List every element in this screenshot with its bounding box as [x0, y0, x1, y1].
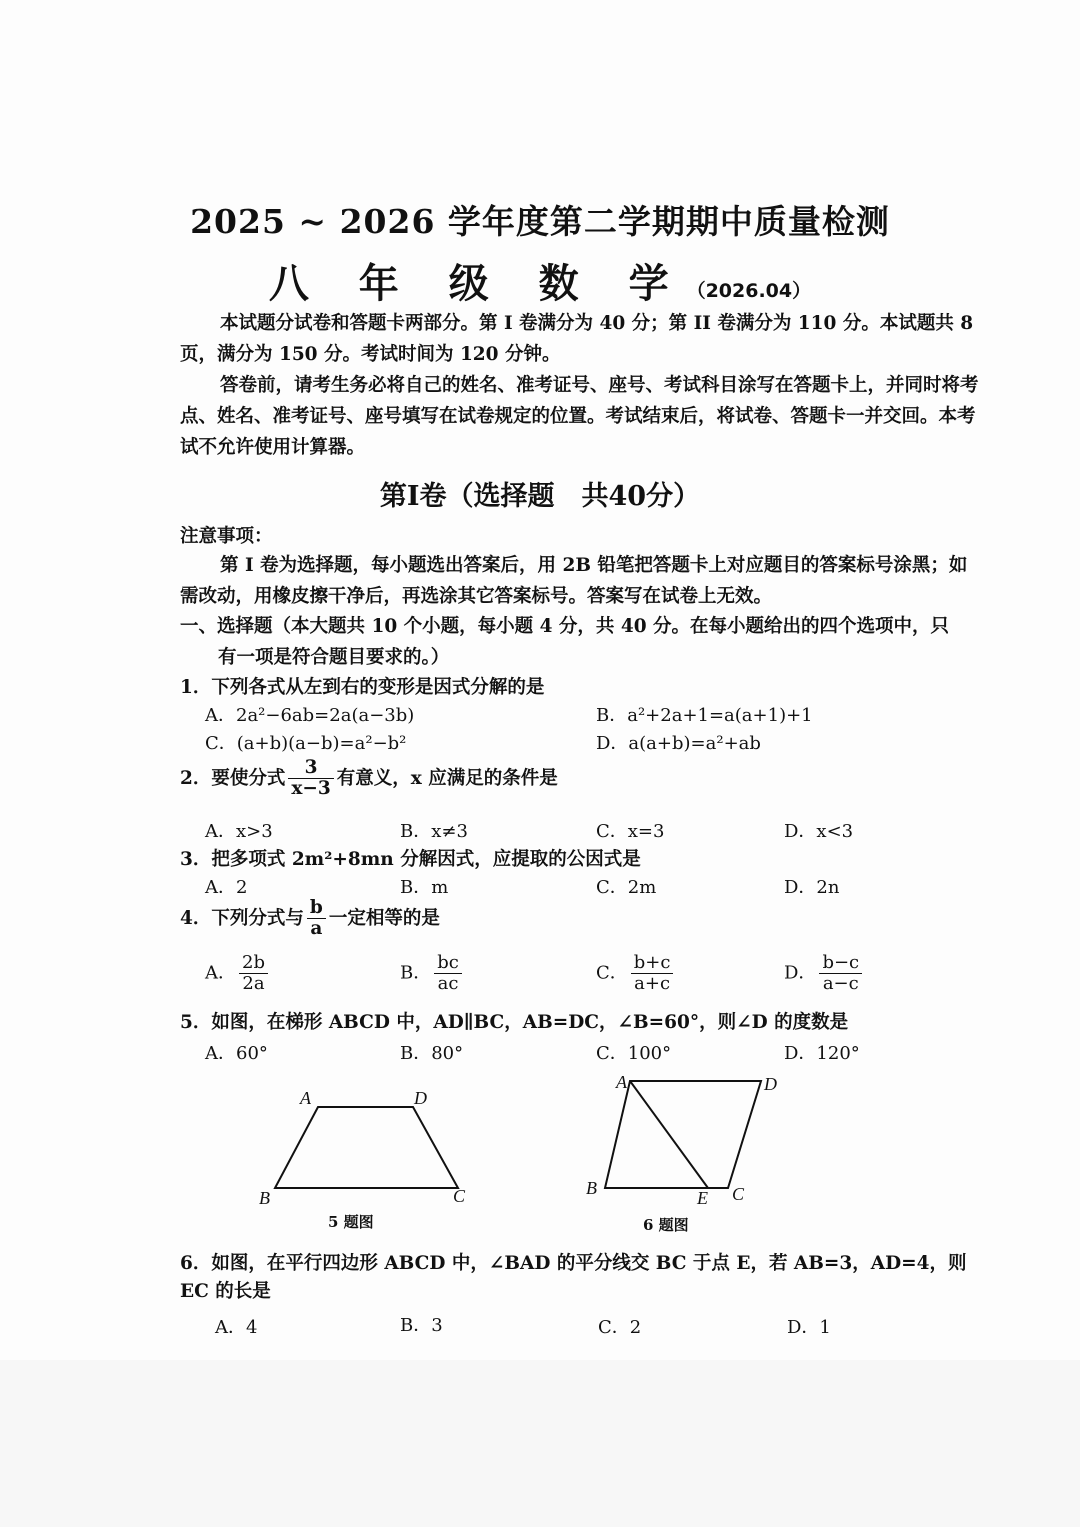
- figure-6-caption: 6 题图: [643, 1216, 689, 1234]
- q4-fraction-denominator: a: [310, 918, 323, 940]
- section-title: 第I卷（选择题 共40分）: [379, 481, 701, 512]
- q4-option-b: [400, 953, 465, 994]
- q4-option-b-numerator: bc: [434, 953, 462, 974]
- q2-option-b: B．x≠3: [400, 821, 468, 842]
- fig5-label-d: D: [414, 1088, 427, 1108]
- q2-fraction-denominator: x−3: [291, 778, 331, 800]
- q5-option-a: A．60°: [205, 1043, 268, 1064]
- q1-option-b: B．a²+2a+1=a(a+1)+1: [596, 705, 813, 726]
- figure-5-trapezoid: [250, 1080, 490, 1210]
- q2-stem-pre: 2．要使分式: [180, 767, 286, 789]
- q6-stem-line2: EC 的长是: [180, 1281, 271, 1302]
- q4-option-a-label: A．: [205, 962, 236, 984]
- exam-date: （2026.04）: [686, 280, 812, 302]
- q4-option-b-denominator: ac: [437, 972, 459, 994]
- q4-stem: [180, 898, 440, 940]
- notice-label: 注意事项：: [180, 526, 273, 547]
- q5-stem: 5．如图，在梯形 ABCD 中，AD∥BC，AB=DC，∠B=60°，则∠D 的度数是: [180, 1012, 849, 1033]
- angle-bisector-ae: [630, 1081, 708, 1188]
- q6-option-a: A．4: [215, 1317, 258, 1338]
- q4-option-b-fraction: [434, 953, 462, 994]
- q4-stem-post: 一定相等的是: [328, 907, 440, 929]
- fig5-label-c: C: [453, 1186, 466, 1206]
- figure-6-parallelogram: [578, 1068, 808, 1208]
- q1-stem: 1．下列各式从左到右的变形是因式分解的是: [180, 677, 545, 698]
- q3-option-c: C．2m: [596, 877, 657, 898]
- q4-option-c-fraction: [631, 953, 674, 994]
- fig6-label-b: B: [586, 1178, 597, 1198]
- subject-name: 八 年 级 数 学: [268, 260, 687, 307]
- exam-title: 2025 ~ 2026 学年度第二学期期中质量检测: [190, 202, 890, 241]
- q4-option-a-numerator: 2b: [239, 953, 268, 974]
- q3-option-b: B．m: [400, 877, 449, 898]
- fig6-label-a: A: [616, 1072, 627, 1092]
- q6-option-c: C．2: [598, 1317, 642, 1338]
- q3-option-d: D．2n: [784, 877, 840, 898]
- intro-paragraph-2: 答卷前，请考生务必将自己的姓名、准考证号、座号、考试科目涂写在答题卡上，并同时将考点、姓名、准考证号、座号填写在试卷规定的位置。考试结束后，将试卷、答题卡一并交回。本考试不允许使用计算器。: [180, 375, 979, 458]
- part-title-line1: 一、选择题（本大题共 10 个小题，每小题 4 分，共 40 分。在每小题给出的四个选项中，只: [180, 616, 950, 637]
- q4-option-b-label: B．: [400, 962, 432, 984]
- q4-option-c: [596, 953, 676, 994]
- q4-stem-pre: 4．下列分式与: [180, 907, 304, 929]
- q1-option-a: A．2a²−6ab=2a(a−3b): [205, 705, 415, 726]
- fig6-label-e: E: [697, 1188, 708, 1208]
- q4-fraction: [307, 898, 326, 940]
- q3-option-a: A．2: [205, 877, 248, 898]
- parallelogram-abcd: [605, 1081, 761, 1188]
- q2-stem-post: 有意义，x 应满足的条件是: [336, 767, 558, 789]
- below-page-margin: [0, 1360, 1080, 1527]
- fig6-label-d: D: [764, 1074, 777, 1094]
- fig5-label-b: B: [259, 1188, 270, 1208]
- q4-option-a-denominator: 2a: [242, 972, 265, 994]
- q6-stem-line1: 6．如图，在平行四边形 ABCD 中，∠BAD 的平分线交 BC 于点 E，若 AB=3，AD=4，则: [180, 1253, 967, 1274]
- q4-option-d-denominator: a−c: [822, 972, 859, 994]
- q1-option-c: C．(a+b)(a−b)=a²−b²: [205, 733, 407, 754]
- part-title-line2: 有一项是符合题目要求的。）: [218, 647, 450, 668]
- q2-fraction-numerator: 3: [288, 758, 333, 779]
- q4-option-d-fraction: [819, 953, 862, 994]
- q4-option-d-label: D．: [784, 962, 817, 984]
- q4-option-c-denominator: a+c: [634, 972, 671, 994]
- subject-title: [0, 252, 1080, 309]
- q5-option-d: D．120°: [784, 1043, 860, 1064]
- q2-option-d: D．x<3: [784, 821, 854, 842]
- figure-5-caption: 5 题图: [328, 1213, 374, 1231]
- q2-option-a: A．x>3: [205, 821, 273, 842]
- q3-stem: 3．把多项式 2m²+8mn 分解因式，应提取的公因式是: [180, 849, 641, 870]
- q2-stem: [180, 758, 558, 800]
- q6-option-b: B．3: [400, 1315, 443, 1336]
- trapezoid-abcd: [275, 1107, 458, 1188]
- q4-option-c-label: C．: [596, 962, 628, 984]
- q5-option-b: B．80°: [400, 1043, 464, 1064]
- intro-paragraph-1: 本试题分试卷和答题卡两部分。第 I 卷满分为 40 分；第 II 卷满分为 110 分。本试题共 8 页，满分为 150 分。考试时间为 120 分钟。: [180, 313, 974, 365]
- q4-option-a: [205, 953, 271, 994]
- q4-option-c-numerator: b+c: [631, 953, 674, 974]
- q4-option-d-numerator: b−c: [819, 953, 862, 974]
- q4-option-a-fraction: [239, 953, 268, 994]
- fig6-label-c: C: [732, 1184, 745, 1204]
- q2-option-c: C．x=3: [596, 821, 665, 842]
- q2-fraction: [288, 758, 333, 800]
- q5-option-c: C．100°: [596, 1043, 672, 1064]
- notice-text: 第 I 卷为选择题，每小题选出答案后，用 2B 铅笔把答题卡上对应题目的答案标号涂黑；如需改动，用橡皮擦干净后，再选涂其它答案标号。答案写在试卷上无效。: [180, 555, 968, 607]
- q6-option-d: D．1: [787, 1317, 831, 1338]
- fig5-label-a: A: [300, 1088, 311, 1108]
- q4-option-d: [784, 953, 865, 994]
- q4-fraction-numerator: b: [307, 898, 326, 919]
- q1-option-d: D．a(a+b)=a²+ab: [596, 733, 761, 754]
